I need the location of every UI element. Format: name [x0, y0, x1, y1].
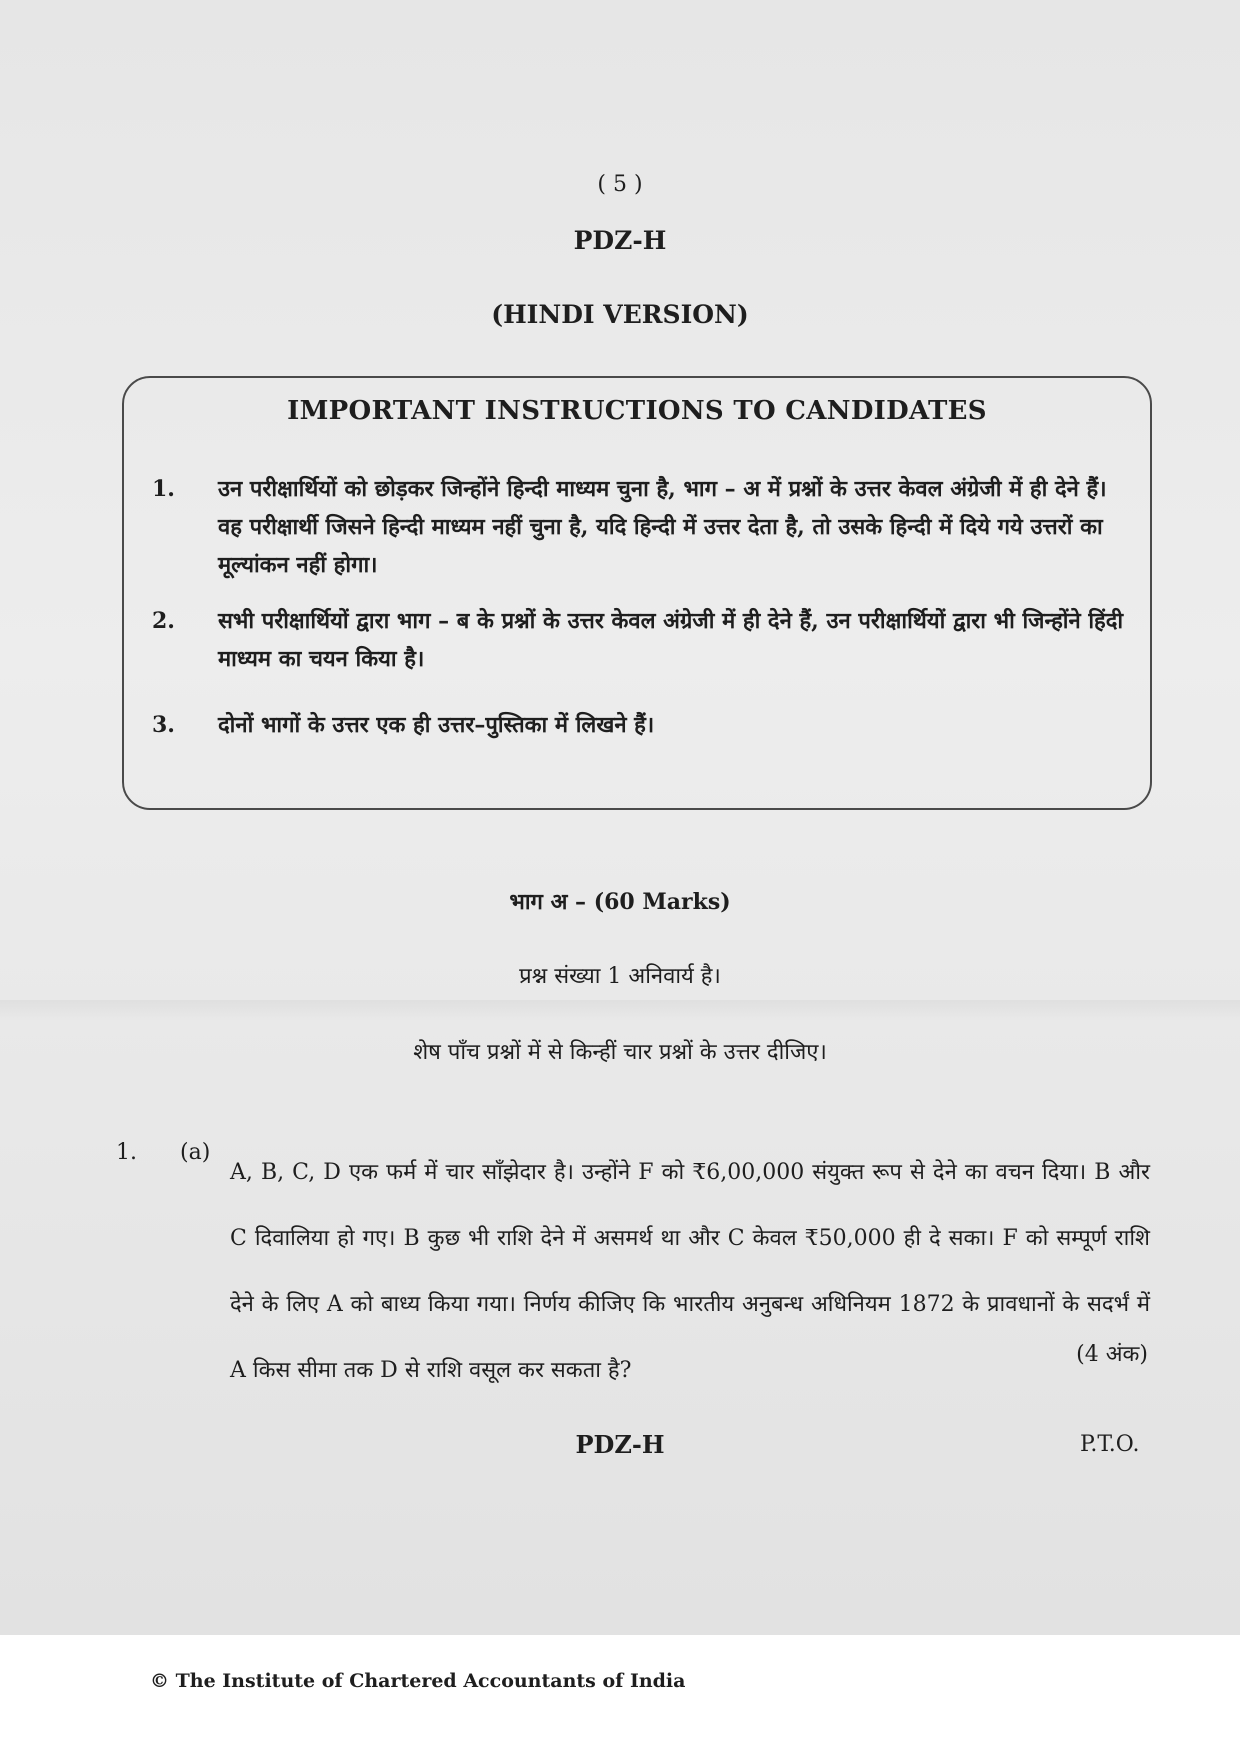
question-text: A, B, C, D एक फर्म में चार साँझेदार है। उन्होंने F को ₹6,00,000 संयुक्त रूप से देने का वचन दिया। B और C दिवालिया हो गए। B कुछ भी राशि देने में असमर्थ था और C केवल ₹50,000 ही दे सका। F को सम्पूर्ण राशि देने के लिए A को बाध्य किया गया। निर्णय कीजिए कि भारतीय अनुबन्ध अधिनियम 1872 के प्रावधानों के सदर्भं में A किस सीमा तक D से राशि वसूल कर सकता है? — [230, 1160, 1150, 1383]
version-label: (HINDI VERSION) — [491, 300, 749, 329]
instruction-text: सभी परीक्षार्थियों द्वारा भाग – ब के प्रश्नों के उत्तर केवल अंग्रेजी में ही देने हैं, उन परीक्षार्थियों द्वारा भी जिन्होंने हिंदी माध्यम का चयन किया है। — [218, 608, 1124, 672]
paper-code: PDZ-H — [573, 226, 667, 255]
copyright-notice: © The Institute of Chartered Accountants of India — [150, 1670, 686, 1692]
instruction-number: 1. — [152, 476, 175, 502]
compulsory-note: प्रश्न संख्या 1 अनिवार्य है। — [519, 964, 721, 989]
question-number: 1. — [116, 1140, 137, 1165]
scan-fold-shadow — [0, 1000, 1240, 1020]
pto-label: P.T.O. — [1080, 1432, 1140, 1457]
footer-paper-code: PDZ-H — [575, 1430, 665, 1459]
instructions-box — [122, 376, 1152, 810]
instruction-number: 3. — [152, 712, 175, 738]
section-heading: भाग अ – (60 Marks) — [509, 889, 731, 915]
instruction-text: उन परीक्षार्थियों को छोड़कर जिन्होंने हिन्दी माध्यम चुना है, भाग – अ में प्रश्नों के उत्तर केवल अंग्रेजी में ही देने हैं। वह परीक्षार्थी जिसने हिन्दी माध्यम नहीं चुना है, यदि हिन्दी में उत्तर देता है, तो उसके हिन्दी में दिये गये उत्तरों का मूल्यांकन नहीं होगा। — [218, 476, 1107, 578]
question-marks: (4 अंक) — [1076, 1342, 1148, 1367]
remaining-questions-note: शेष पाँच प्रश्नों में से किन्हीं चार प्रश्नों के उत्तर दीजिए। — [413, 1040, 827, 1065]
instructions-title: IMPORTANT INSTRUCTIONS TO CANDIDATES — [287, 396, 987, 426]
question-part: (a) — [180, 1140, 211, 1165]
page-number: ( 5 ) — [597, 172, 643, 197]
instruction-number: 2. — [152, 608, 175, 634]
instruction-text: दोनों भागों के उत्तर एक ही उत्तर–पुस्तिका में लिखने हैं। — [218, 712, 655, 738]
footer-strip — [0, 1635, 1240, 1754]
